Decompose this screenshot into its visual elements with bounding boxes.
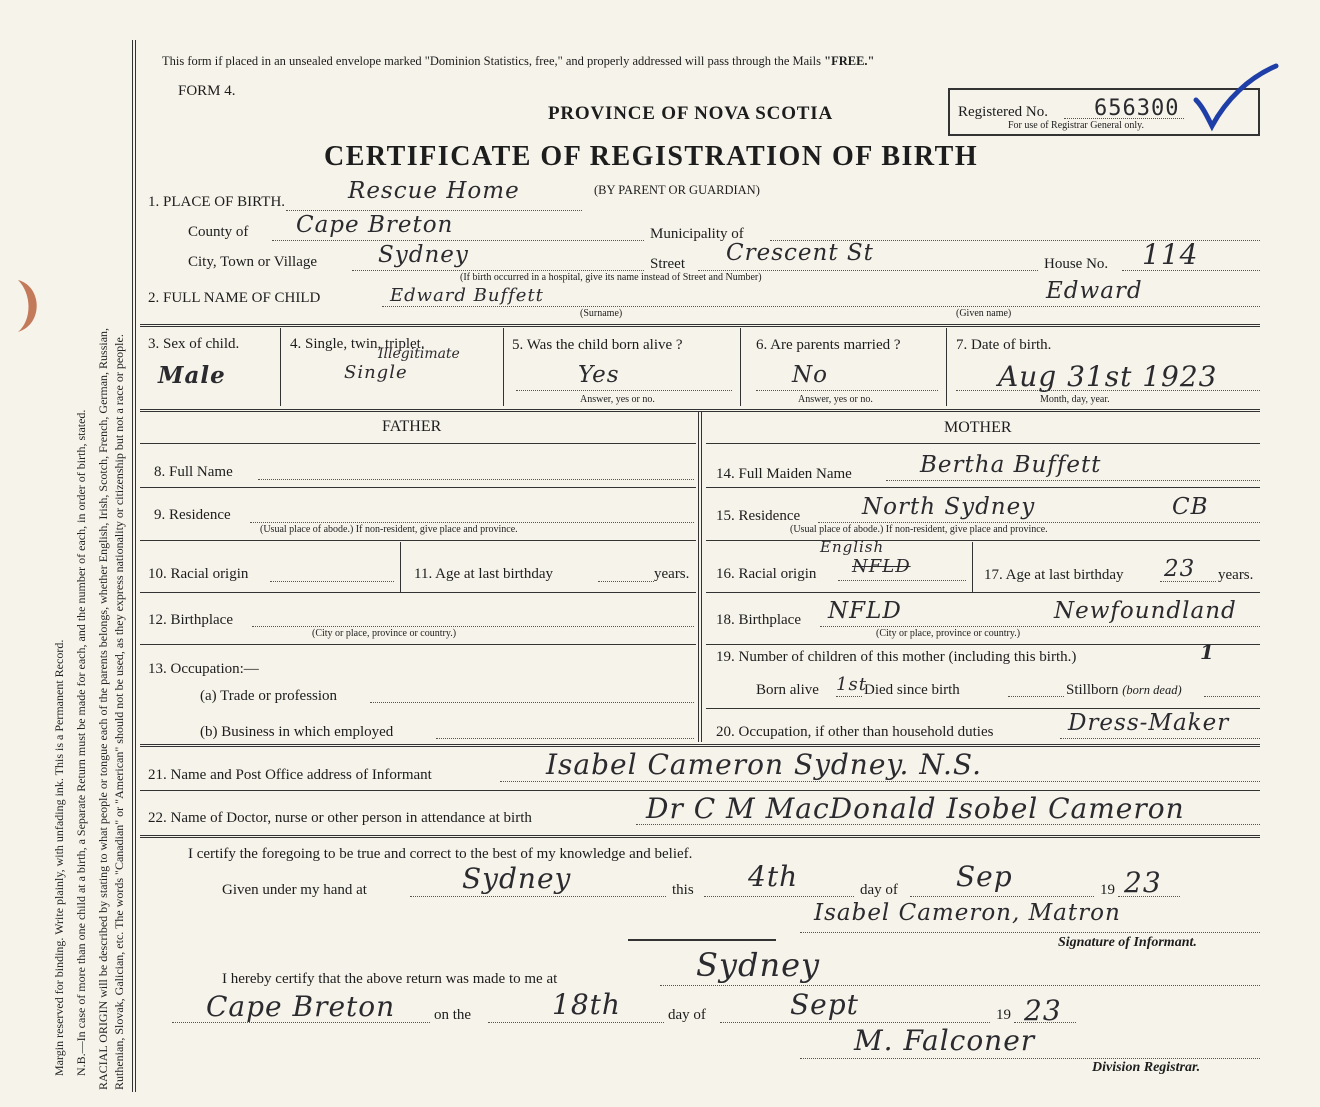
mother-age-unit: years. xyxy=(1218,567,1254,583)
father-heading: FATHER xyxy=(382,418,442,435)
mother-children-label: 19. Number of children of this mother (including this birth.) xyxy=(716,649,1077,665)
sex-label: 3. Sex of child. xyxy=(148,336,240,352)
date-of-birth-label: 7. Date of birth. xyxy=(956,337,1052,353)
given-name-note: (Given name) xyxy=(956,308,1012,319)
registrar-county-value: Cape Breton xyxy=(206,990,396,1023)
street-label: Street xyxy=(650,256,685,272)
registrar-day-value: 18th xyxy=(552,988,621,1021)
born-alive-count-value: 1st xyxy=(836,674,867,695)
certificate-title: CERTIFICATE OF REGISTRATION OF BIRTH xyxy=(324,141,979,172)
house-no-label: House No. xyxy=(1044,256,1109,272)
mother-residence-note: (Usual place of abode.) If non-resident, give place and province. xyxy=(790,524,1048,535)
registrar-place-value: Sydney xyxy=(696,946,821,984)
binding-margin-border xyxy=(132,40,136,1092)
county-label: County of xyxy=(188,224,249,240)
certify-year-prefix: 19 xyxy=(1100,882,1115,898)
child-name-label: 2. FULL NAME OF CHILD xyxy=(148,290,321,306)
registrar-month-value: Sept xyxy=(790,988,859,1021)
registrar-signature-label: Division Registrar. xyxy=(1092,1060,1201,1075)
mother-occupation-value: Dress-Maker xyxy=(1068,710,1230,736)
margin-note-multiple-births: N.B.—In case of more than one child at a birth, a Separate Return must be made for each, and the number of each, in order of birth, stated. xyxy=(74,409,88,1076)
mother-birthplace-label: 18. Birthplace xyxy=(716,612,801,628)
parents-married-value: No xyxy=(792,362,828,388)
certify-statement: I certify the foregoing to be true and correct to the best of my knowledge and belief. xyxy=(188,846,693,862)
plurality-extra: Illegitimate xyxy=(378,346,460,362)
parents-married-note: Answer, yes or no. xyxy=(798,394,873,405)
registrar-statement: I hereby certify that the above return was made to me at xyxy=(222,971,558,987)
registrar-year-prefix: 19 xyxy=(996,1007,1011,1023)
father-name-label: 8. Full Name xyxy=(154,464,233,480)
given-under-hand-label: Given under my hand at xyxy=(222,882,367,898)
form-number: FORM 4. xyxy=(178,83,236,99)
doctor-value: Dr C M MacDonald Isobel Cameron xyxy=(646,792,1185,825)
county-value: Cape Breton xyxy=(296,212,454,238)
city-label: City, Town or Village xyxy=(188,254,318,270)
father-racial-label: 10. Racial origin xyxy=(148,566,249,582)
margin-note-racial-origin: RACIAL ORIGIN will be described by stating to what people or tongue each of the parents belongs, whether English, Irish, Scotch, French, German, Russian, xyxy=(96,327,110,1090)
registrar-note: For use of Registrar General only. xyxy=(1008,120,1144,131)
mother-residence-extra: CB xyxy=(1172,494,1209,520)
informant-signature-label: Signature of Informant. xyxy=(1058,935,1197,950)
mother-birthplace-value: NFLD xyxy=(828,598,902,624)
place-of-birth-label: 1. PLACE OF BIRTH. xyxy=(148,194,286,210)
certify-day-of-label: day of xyxy=(860,882,898,898)
postal-note: This form if placed in an unsealed envelope marked "Dominion Statistics, free," and properly addressed will pass through the Mails "FREE." xyxy=(162,54,875,68)
margin-note-racial-origin-cont: Ruthenian, Slovak, Galician, etc. The words "Canadian" or "American" should not be used, as they express nationality or citizenship but not a race or people. xyxy=(112,334,126,1090)
street-value: Crescent St xyxy=(726,240,874,266)
mother-occupation-label: 20. Occupation, if other than household duties xyxy=(716,724,994,740)
child-surname-value: Edward Buffett xyxy=(390,285,544,306)
surname-note: (Surname) xyxy=(580,308,623,319)
certify-day-value: 4th xyxy=(748,860,799,893)
certify-year-value: 23 xyxy=(1124,866,1162,899)
registered-no-label: Registered No. xyxy=(958,104,1048,120)
this-label: this xyxy=(672,882,694,898)
mother-birthplace-note: (City or place, province or country.) xyxy=(876,628,1021,639)
mother-birthplace-extra: Newfoundland xyxy=(1054,598,1237,624)
father-age-label: 11. Age at last birthday xyxy=(414,566,553,582)
sex-value: Male xyxy=(158,362,226,389)
mother-age-label: 17. Age at last birthday xyxy=(984,567,1124,583)
father-residence-note: (Usual place of abode.) If non-resident, give place and province. xyxy=(260,524,518,535)
registered-no-value: 656300 xyxy=(1094,96,1180,121)
certify-month-value: Sep xyxy=(956,860,1013,893)
mother-residence-label: 15. Residence xyxy=(716,508,801,524)
stillborn-note: (born dead) xyxy=(1122,683,1182,697)
stillborn-label: Stillborn (born dead) xyxy=(1066,682,1182,698)
father-occupation-label: 13. Occupation:— xyxy=(148,661,259,677)
father-birthplace-label: 12. Birthplace xyxy=(148,612,233,628)
father-birthplace-note: (City or place, province or country.) xyxy=(312,628,457,639)
margin-note-binding: Margin reserved for binding. Write plainly, with unfading ink. This is a Permanent Record. xyxy=(52,639,66,1076)
plurality-label: 4. Single, twin, triplet. xyxy=(290,336,425,352)
mother-racial-struck: NFLD xyxy=(852,556,911,577)
mother-heading: MOTHER xyxy=(944,419,1012,436)
hospital-note: (If birth occurred in a hospital, give its name instead of Street and Number) xyxy=(460,272,762,283)
born-alive-label: 5. Was the child born alive ? xyxy=(512,337,683,353)
born-alive-value: Yes xyxy=(578,362,620,388)
city-value: Sydney xyxy=(378,242,469,268)
born-alive-count-label: Born alive xyxy=(756,682,819,698)
plurality-value: Single xyxy=(344,362,408,383)
registrar-signature: M. Falconer xyxy=(854,1024,1036,1057)
registrar-day-of-label: day of xyxy=(668,1007,706,1023)
child-given-value: Edward xyxy=(1046,278,1143,304)
parents-married-label: 6. Are parents married ? xyxy=(756,337,901,353)
born-alive-note: Answer, yes or no. xyxy=(580,394,655,405)
province-heading: PROVINCE OF NOVA SCOTIA xyxy=(548,103,833,124)
house-no-value: 114 xyxy=(1142,238,1199,271)
mother-residence-value: North Sydney xyxy=(862,494,1036,520)
municipality-label: Municipality of xyxy=(650,226,744,242)
mother-children-mark: 1 xyxy=(1200,640,1215,664)
mother-name-label: 14. Full Maiden Name xyxy=(716,466,852,482)
mother-racial-label: 16. Racial origin xyxy=(716,566,817,582)
place-of-birth-value: Rescue Home xyxy=(348,178,520,204)
postal-note-free: "FREE." xyxy=(824,54,875,68)
registrar-on-the-label: on the xyxy=(434,1007,472,1023)
informant-label: 21. Name and Post Office address of Informant xyxy=(148,767,432,783)
informant-signature: Isabel Cameron, Matron xyxy=(814,900,1121,926)
registrar-year-value: 23 xyxy=(1024,994,1062,1027)
mother-name-value: Bertha Buffett xyxy=(920,452,1102,478)
given-place-value: Sydney xyxy=(462,862,572,895)
check-mark-icon xyxy=(1192,60,1282,140)
certificate-subtitle: (BY PARENT OR GUARDIAN) xyxy=(594,183,760,197)
mother-racial-value: English xyxy=(820,538,885,556)
date-of-birth-value: Aug 31st 1923 xyxy=(998,360,1218,393)
father-business-label: (b) Business in which employed xyxy=(200,724,394,740)
informant-value: Isabel Cameron Sydney. N.S. xyxy=(546,748,983,781)
date-of-birth-note: Month, day, year. xyxy=(1040,394,1110,405)
crescent-mark-icon xyxy=(8,276,48,336)
father-age-unit: years. xyxy=(654,566,690,582)
father-residence-label: 9. Residence xyxy=(154,507,231,523)
died-since-birth-label: Died since birth xyxy=(864,682,960,698)
father-trade-label: (a) Trade or profession xyxy=(200,688,338,704)
doctor-label: 22. Name of Doctor, nurse or other person in attendance at birth xyxy=(148,810,532,826)
mother-age-value: 23 xyxy=(1164,556,1196,582)
